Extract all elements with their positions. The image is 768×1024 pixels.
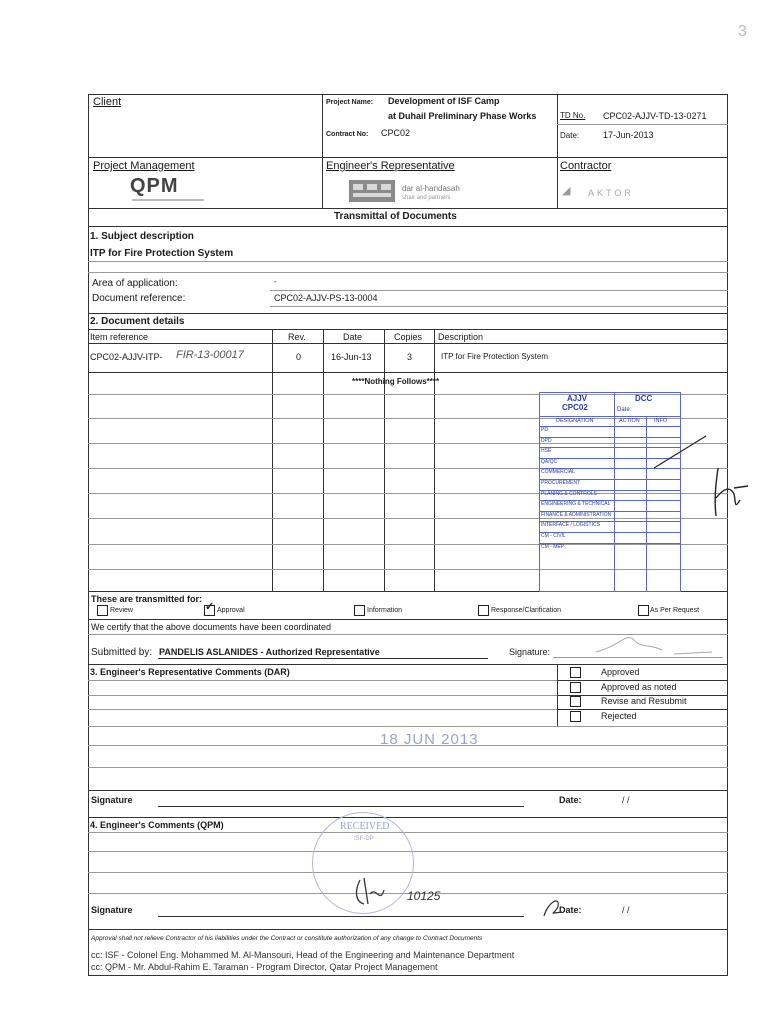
subject-text: ITP for Fire Protection System — [90, 248, 234, 259]
response-checkbox[interactable] — [478, 605, 489, 616]
date-label: Date: — [560, 131, 580, 140]
dcc-row-label: DPD — [541, 437, 552, 444]
td-label: TD No. — [560, 111, 586, 120]
review-checkbox[interactable] — [97, 605, 108, 616]
row-item-ref-handwritten: FIR-13-00017 — [176, 349, 244, 361]
col-copies: Copies — [394, 332, 423, 342]
row-copies: 3 — [407, 352, 413, 362]
col-rev: Rev. — [288, 332, 306, 342]
aktor-logo-icon: ◢ — [562, 185, 571, 197]
dcc-label: DCC — [635, 394, 653, 403]
rejected-checkbox[interactable] — [570, 711, 581, 722]
project-name-line1: Development of ISF Camp — [388, 96, 500, 106]
dcc-row-line — [539, 426, 681, 427]
rejected-label: Rejected — [601, 711, 637, 721]
submitted-by-value: PANDELIS ASLANIDES - Authorized Representative — [159, 647, 380, 657]
docref-value: CPC02-AJJV-PS-13-0004 — [274, 293, 378, 303]
revise-resubmit-checkbox[interactable] — [570, 696, 581, 707]
project-name-label: Project Name: — [326, 99, 374, 106]
handwritten-check-mark — [650, 428, 760, 528]
pm-label: Project Management — [93, 160, 195, 172]
approved-as-noted-checkbox[interactable] — [570, 682, 581, 693]
section4-signature-label: Signature — [91, 905, 133, 915]
as-per-request-label: As Per Request — [650, 607, 700, 614]
submitted-by-label: Submitted by: — [91, 647, 153, 658]
transmitted-heading: These are transmitted for: — [91, 594, 203, 604]
approval-label: Approval — [217, 607, 245, 614]
project-name-line2: at Duhail Preliminary Phase Works — [388, 111, 537, 121]
dcc-col-action: ACTION — [619, 418, 640, 424]
section3-signature-label: Signature — [91, 795, 133, 805]
dar-logo-icon — [349, 180, 395, 202]
certify-text: We certify that the above documents have been coordinated — [91, 622, 331, 632]
section2-heading: 2. Document details — [90, 316, 185, 327]
received-date-stamp: 18 JUN 2013 — [380, 731, 479, 748]
dcc-row-label: HSE — [541, 448, 552, 455]
contract-label: Contract No: — [326, 131, 369, 138]
dcc-row-label: CM - CIVIL — [541, 533, 566, 539]
dcc-row-label: CM - MEP — [541, 543, 565, 550]
nothing-follows: ****Nothing Follows**** — [352, 377, 440, 386]
date-value: 17-Jun-2013 — [603, 130, 654, 140]
page-number-mark: 3 — [738, 23, 747, 40]
submitted-signature-scribble — [590, 626, 720, 662]
row-rev: 0 — [296, 352, 302, 362]
dcc-col-designation: DESIGNATION — [556, 418, 594, 424]
section3-date-value: / / — [622, 795, 630, 805]
area-label: Area of application: — [92, 278, 178, 289]
row-date: 16-Jun-13 — [331, 352, 372, 362]
section3-heading: 3. Engineer's Representative Comments (DAR) — [90, 667, 290, 677]
cc-line1: cc: ISF - Colonel Eng. Mohammed M. Al-Mansouri, Head of the Engineering and Maintenance Department — [91, 950, 515, 960]
information-checkbox[interactable] — [354, 605, 365, 616]
response-label: Response/Clarification — [491, 607, 562, 614]
dcc-row-label: ENGINEERING & TECHNICAL — [541, 501, 611, 508]
section4-date-label: Date: — [559, 905, 582, 915]
contractor-label: Contractor — [560, 160, 612, 172]
qpm-logo: QPM — [130, 175, 179, 197]
area-value: - — [274, 277, 277, 286]
section4-signature-scribble — [538, 892, 568, 922]
dcc-title1: AJJV — [567, 394, 588, 403]
received-stamp-text: RECEIVED — [340, 821, 390, 832]
col-description: Description — [438, 332, 484, 342]
revise-resubmit-label: Revise and Resubmit — [601, 696, 687, 706]
col-item-ref: Item reference — [90, 332, 149, 342]
dcc-row-label: PD — [541, 427, 548, 433]
approved-as-noted-label: Approved as noted — [601, 682, 677, 692]
review-label: Review — [110, 607, 133, 614]
client-label: Client — [93, 96, 122, 108]
dar-logo-subtext: shair and partners — [402, 195, 451, 201]
docref-label: Document reference: — [92, 293, 186, 304]
er-label: Engineer's Representative — [326, 160, 455, 172]
dcc-row-label: PLANING & CONTROLS — [541, 490, 597, 497]
dcc-row-label: QA/QC — [541, 458, 558, 465]
row-item-ref: CPC02-AJJV-ITP- — [90, 352, 163, 362]
dcc-row-label: PROCUREMENT — [541, 480, 581, 486]
dar-logo-text: dar al-handasah — [402, 184, 460, 193]
received-stamp-signature — [350, 874, 410, 910]
row-description: ITP for Fire Protection System — [441, 352, 548, 361]
dcc-row-label: FINANCE & ADMINISTRATION — [541, 511, 612, 518]
approved-checkbox[interactable] — [570, 667, 581, 678]
approved-label: Approved — [601, 667, 640, 677]
submitted-signature-label: Signature: — [509, 647, 551, 657]
section3-date-label: Date: — [559, 795, 582, 805]
section4-date-value: / / — [622, 905, 630, 915]
dcc-col-info: INFO — [654, 418, 668, 424]
qpm-logo-underline — [132, 199, 204, 201]
information-label: Information — [367, 607, 403, 614]
received-stamp-sub: ISF-DP — [354, 836, 374, 842]
dcc-row-label: INTERFACE / LOGISTICS — [541, 522, 600, 529]
as-per-request-checkbox[interactable] — [638, 605, 649, 616]
handwritten-number: 10125 — [407, 889, 441, 903]
form-title: Transmittal of Documents — [334, 211, 457, 222]
cc-line2: cc: QPM - Mr. Abdul-Rahim E. Taraman - Program Director, Qatar Project Management — [91, 962, 438, 972]
aktor-logo: AKTOR — [588, 188, 634, 198]
contract-value: CPC02 — [381, 128, 411, 138]
section1-heading: 1. Subject description — [90, 231, 194, 242]
dcc-date-label: Date: — [617, 407, 632, 413]
disclaimer-text: Approval shall not relieve Contractor of his liabilities under the Contract or constitute authorization of any change to Contract Documents — [91, 935, 483, 942]
section4-heading: 4. Engineer's Comments (QPM) — [90, 820, 224, 830]
dcc-title2: CPC02 — [562, 403, 588, 412]
td-value: CPC02-AJJV-TD-13-0271 — [603, 111, 707, 121]
col-date: Date — [343, 332, 363, 342]
dcc-row-label: COMMERCIAL — [541, 469, 575, 476]
approval-check-icon: ✓ — [205, 601, 215, 613]
